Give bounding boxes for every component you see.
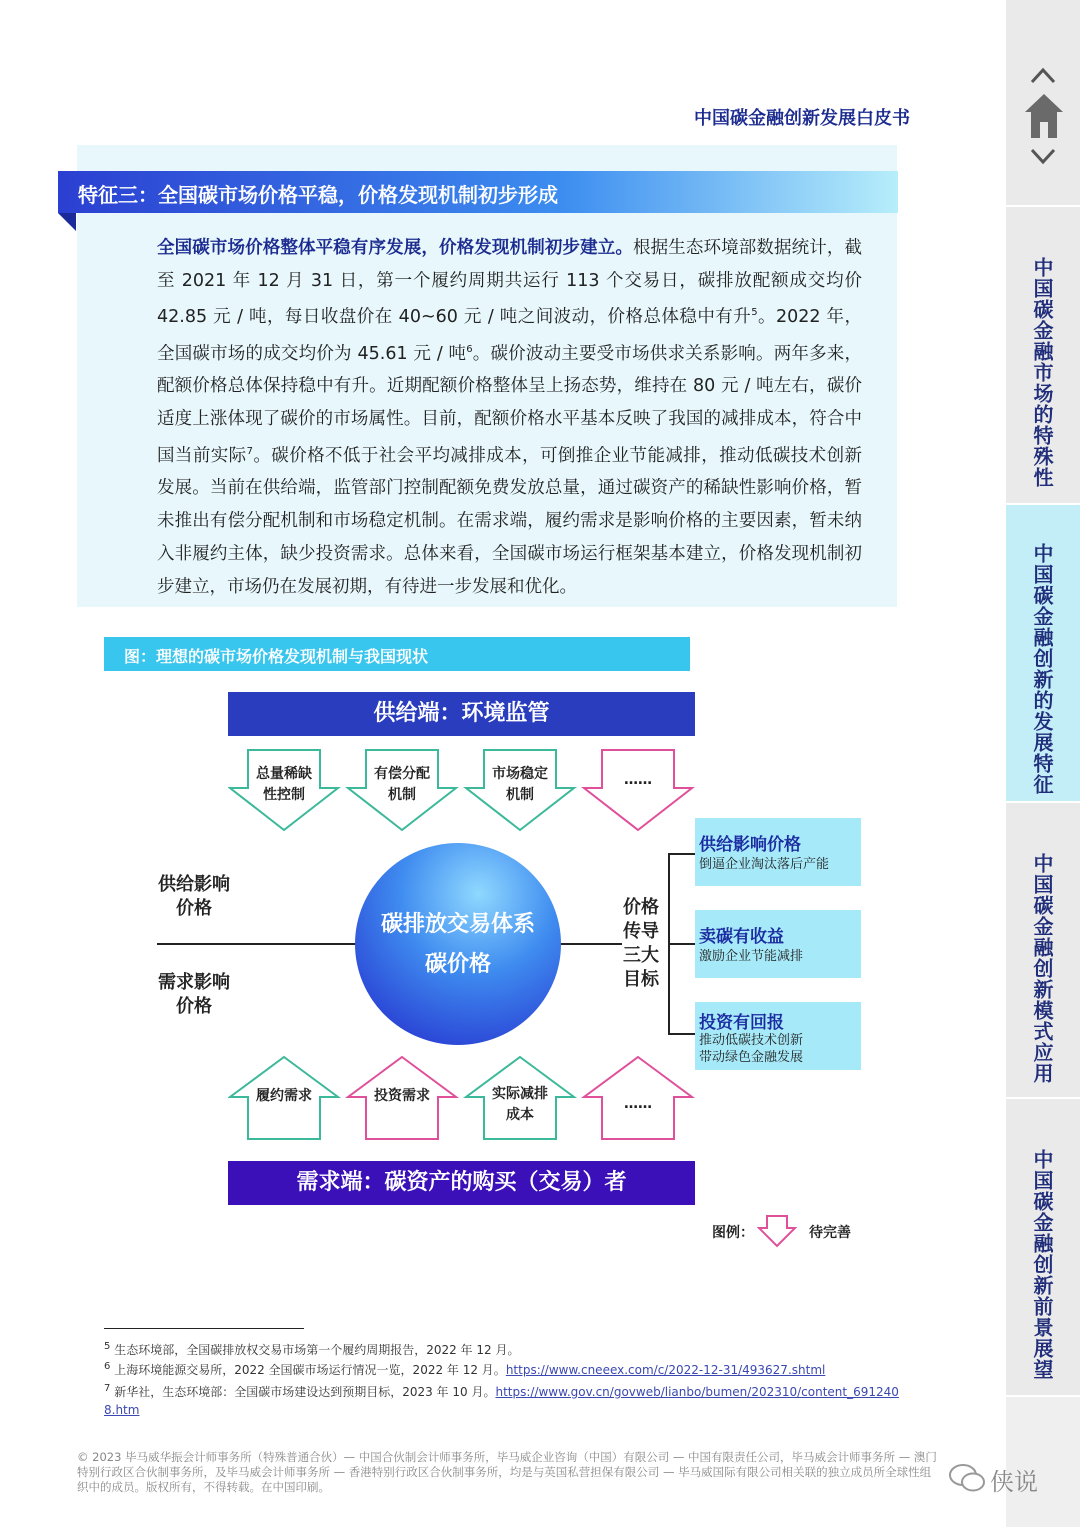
footnote-divider [104, 1328, 304, 1329]
document-title: 中国碳金融创新发展白皮书 [694, 108, 910, 129]
nav-tab-label: 中国碳金融创新的发展特征 [1030, 543, 1054, 795]
goal-desc: 激励企业节能减排 [699, 949, 804, 964]
wechat-icon [948, 1462, 986, 1494]
label-line: 价格 [176, 996, 212, 1017]
nav-tab-label: 中国碳金融创新模式应用 [1030, 853, 1054, 1084]
goal-desc: 推动低碳技术创新 [699, 1033, 804, 1048]
feature-paragraph [157, 232, 862, 603]
label-line: 机制 [388, 787, 416, 803]
nav-controls [1006, 0, 1080, 207]
goal-box [695, 1002, 861, 1070]
demand-influence-label [148, 971, 240, 1019]
label-line: 需求影响 [158, 972, 230, 993]
footnote [104, 1380, 904, 1419]
demand-arrow-label [594, 1094, 682, 1115]
goal-desc: 带动绿色金融发展 [699, 1050, 804, 1065]
supply-side-bar: 供给端：环境监管 [228, 692, 695, 736]
paragraph-text: 。2022 年，全国碳市场的成交均价为 45.61 元 / 吨 [157, 307, 862, 364]
price-transmission-label [614, 896, 668, 992]
demand-arrow-label [240, 1086, 328, 1107]
footnote [104, 1338, 904, 1359]
chevron-up-icon[interactable] [1028, 64, 1058, 86]
paragraph-text: 。碳价波动主要受市场供求关系影响。两年多来，配额价格总体保持稳中有升。近期配额价格整体呈上扬态势，维持在 80 元 / 吨左右，碳价适度上涨体现了碳价的市场属性。目前，配额价格水平基本反映了我国的减排成本，符合中国当前实际 [157, 343, 863, 466]
legend-item: 待完善 [809, 1225, 851, 1241]
goal-title: 供给影响价格 [699, 835, 801, 855]
goal-box [695, 818, 861, 886]
right-connector-line [560, 943, 622, 945]
paragraph-lead: 全国碳市场价格整体平稳有序发展，价格发现机制初步建立。 [157, 238, 633, 258]
feature-heading-bar [58, 171, 898, 213]
label-line: 履约需求 [256, 1088, 312, 1104]
supply-arrow-label [240, 764, 328, 806]
footnote-number: 5 [104, 1341, 111, 1352]
supply-arrow-label [594, 770, 682, 791]
label-line: 价格 [623, 897, 659, 918]
footnote-text: 上海环境能源交易所，2022 全国碳市场运行情况一览，2022 年 12 月。 [114, 1363, 506, 1377]
left-connector-line [157, 943, 357, 945]
demand-arrow-label [476, 1084, 564, 1126]
footnote-text: 生态环境部，全国碳排放权交易市场第一个履约周期报告，2022 年 12 月。 [114, 1343, 520, 1357]
feature-heading: 特征三：全国碳市场价格平稳，价格发现机制初步形成 [78, 183, 558, 207]
label-line: …… [624, 1096, 652, 1112]
label-line: 碳排放交易体系 [380, 912, 535, 937]
figure-title-bar [104, 637, 690, 671]
supply-influence-label [148, 873, 240, 921]
legend-label: 图例： [712, 1225, 754, 1241]
footnote-ref: 7 [246, 445, 253, 457]
goal-bracket-tick [668, 1033, 696, 1035]
footnote-link[interactable]: https://www.gov.cn/govweb/lianbo/bumen/202310/content_6912408.htm [104, 1385, 899, 1417]
chevron-down-icon[interactable] [1028, 146, 1058, 168]
nav-tab-features[interactable] [1006, 505, 1080, 803]
label-line: 碳价格 [424, 952, 491, 977]
label-line: 投资需求 [374, 1088, 430, 1104]
goal-bracket-tick [668, 943, 696, 945]
goal-bracket-tick [668, 853, 696, 855]
nav-tab-label: 中国碳金融市场的特殊性 [1030, 257, 1054, 488]
footnote-ref: 5 [751, 307, 758, 319]
footnote-number: 6 [104, 1361, 111, 1372]
supply-arrow-label [476, 764, 564, 806]
side-navigation [1006, 0, 1080, 1527]
label-line: …… [624, 772, 652, 788]
goal-title: 卖碳有收益 [699, 927, 784, 947]
label-line: 目标 [623, 969, 659, 990]
label-line: 市场稳定 [492, 766, 548, 782]
circle-label [355, 905, 561, 985]
label-line: 传导 [623, 921, 659, 942]
label-line: 三大 [623, 945, 659, 966]
nav-tab-special[interactable] [1006, 207, 1080, 505]
paragraph-text: 。碳价格不低于社会平均减排成本，可倒推企业节能减排，推动低碳技术创新发展。当前在供给端，监管部门控制配额免费发放总量，通过碳资产的稀缺性影响价格，暂未推出有偿分配机制和市场稳定机制。在需求端，履约需求是影响价格的主要因素，暂未纳入非履约主体，缺少投资需求。总体来看，全国碳市场运行框架基本建立，价格发现机制初步建立，市场仍在发展初期，有待进一步发展和优化。 [157, 445, 863, 597]
goal-desc: 倒逼企业淘汰落后产能 [699, 857, 830, 872]
copyright-notice: © 2023 毕马威华振会计师事务所（特殊普通合伙）— 中国合伙制会计师事务所，毕马威企业咨询（中国）有限公司 — 中国有限责任公司，毕马威会计师事务所 — 澳门特别行政区合伙制事务所，及毕马威会计师事务所 — 香港特别行政区合伙制事务所，均是与英国私营担保有限公司 — 毕马威国际有限公司相关联的独立成员所全球性组织中的成员。版权所有，不得转载。在中国印刷。 [77, 1450, 937, 1494]
label-line: 实际减排 [492, 1086, 548, 1102]
footnote-text: 新华社，生态环境部：全国碳市场建设达到预期目标，2023 年 10 月。 [114, 1385, 496, 1399]
label-line: 成本 [506, 1107, 534, 1123]
footnote-link[interactable]: https://www.cneeex.com/c/2022-12-31/493627.shtml [505, 1363, 826, 1377]
watermark-text: 侠说 [990, 1468, 1038, 1496]
label-line: 总量稀缺 [256, 766, 312, 782]
nav-tab-outlook[interactable] [1006, 1099, 1080, 1397]
demand-side-bar: 需求端：碳资产的购买（交易）者 [228, 1161, 695, 1205]
nav-tab-models[interactable] [1006, 803, 1080, 1099]
figure-title: 图：理想的碳市场价格发现机制与我国现状 [124, 647, 429, 666]
supply-arrow-label [358, 764, 446, 806]
label-line: 有偿分配 [374, 766, 430, 782]
legend-arrow-icon [757, 1214, 797, 1248]
nav-tab-label: 中国碳金融创新前景展望 [1030, 1149, 1054, 1380]
goal-box [695, 910, 861, 978]
home-icon[interactable] [1023, 92, 1065, 140]
paragraph-text: 根据生态环境部数据统计，截至 2021 年 12 月 31 日，第一个履约周期共运行 113 个交易日，碳排放配额成交均价 42.85 元 / 吨，每日收盘价在 40~60 元 / 吨之间波动，价格总体稳中有升 [157, 238, 863, 328]
footnote-ref: 6 [466, 343, 473, 355]
goal-title: 投资有回报 [699, 1013, 784, 1033]
label-line: 机制 [506, 787, 534, 803]
label-line: 供给影响 [158, 874, 230, 895]
footnote [104, 1358, 904, 1379]
footnote-number: 7 [104, 1383, 111, 1394]
feature-bar-fold [58, 213, 76, 231]
demand-arrow-label [358, 1086, 446, 1107]
label-line: 性控制 [263, 787, 305, 803]
label-line: 价格 [176, 898, 212, 919]
